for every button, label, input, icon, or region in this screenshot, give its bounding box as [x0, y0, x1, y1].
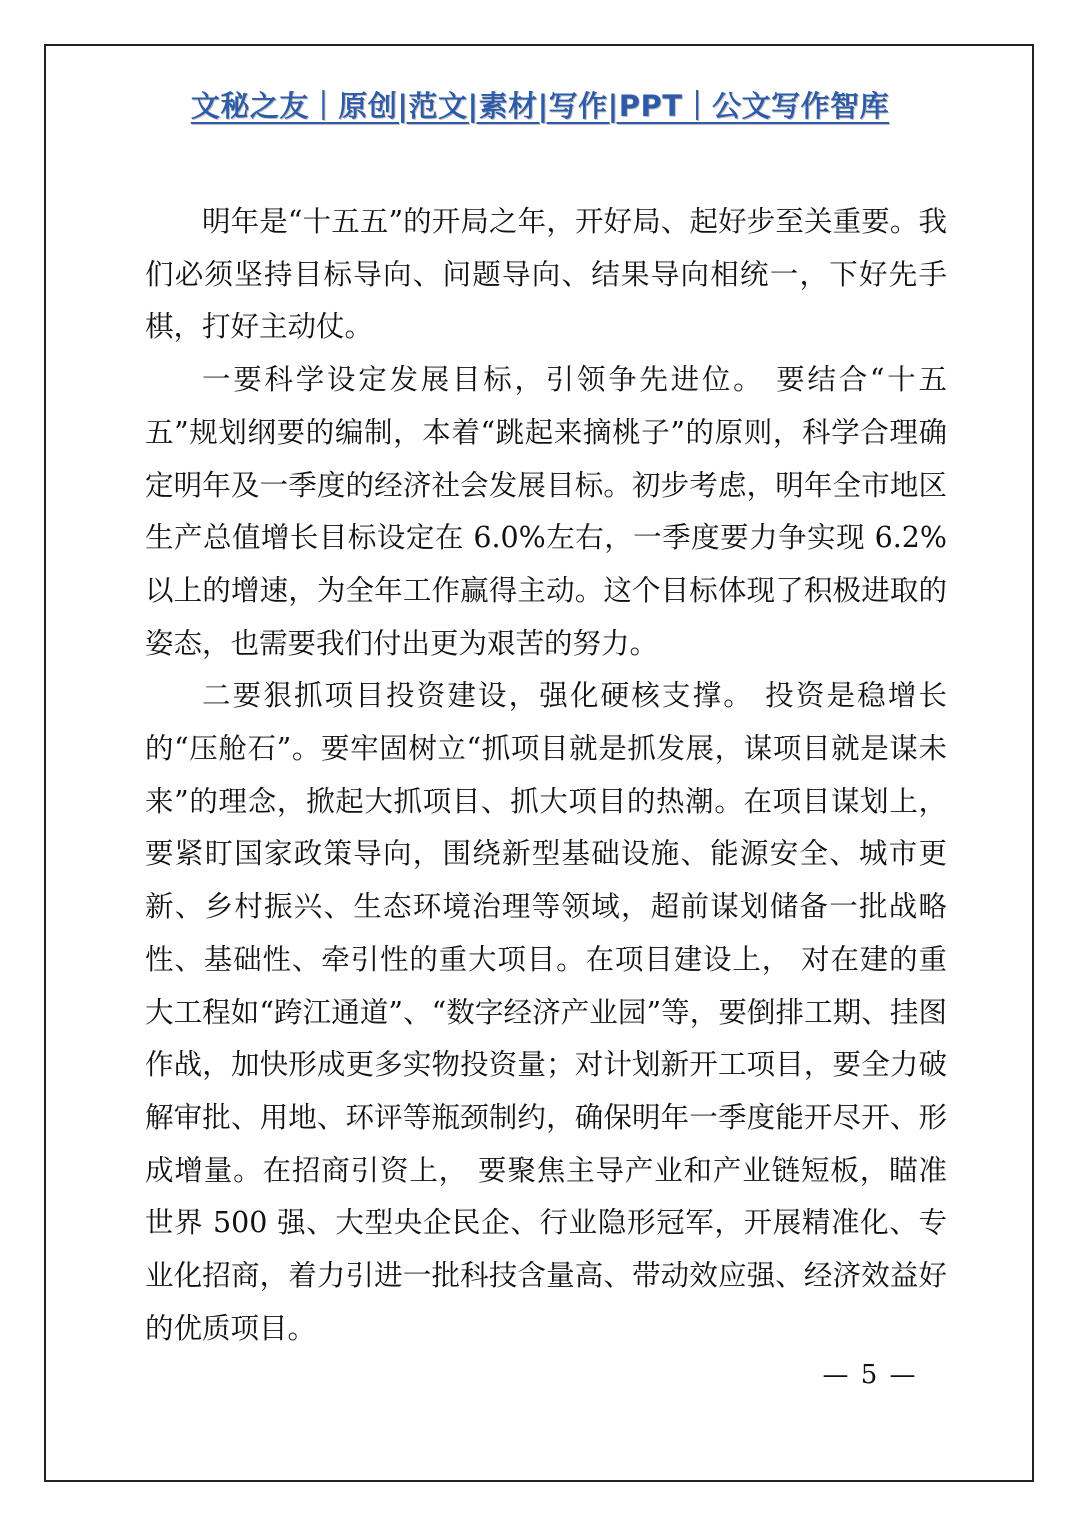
- page-number: — 5 —: [822, 1360, 918, 1390]
- document-body: [145, 196, 947, 1355]
- paragraph-goals: 一要科学设定发展目标，引领争先进位。 要结合“十五五”规划纲要的编制，本着“跳起来摘桃子”的原则，科学合理确定明年及一季度的经济社会发展目标。初步考虑，明年全市地区生产总值增长目标设定在 6.0%左右，一季度要力争实现 6.2%以上的增速，为全年工作赢得主动。这个目标体现了积极进取的姿态，也需要我们付出更为艰苦的努力。: [145, 363, 947, 660]
- page-header-title: 文秘之友｜原创|范文|素材|写作|PPT｜公文写作智库: [190, 89, 890, 123]
- paragraph-intro: 明年是“十五五”的开局之年，开好局、起好步至关重要。我们必须坚持目标导向、问题导向、结果导向相统一，下好先手棋，打好主动仗。: [145, 205, 947, 344]
- paragraph-projects: 二要狠抓项目投资建设，强化硬核支撑。 投资是稳增长的“压舱石”。要牢固树立“抓项目就是抓发展，谋项目就是谋未来”的理念，掀起大抓项目、抓大项目的热潮。在项目谋划上， 要紧盯国家政策导向，围绕新型基础设施、能源安全、城市更新、乡村振兴、生态环境治理等领域，超前谋划储备一批战略性、基础性、牵引性的重大项目。在项目建设上， 对在建的重大工程如“跨江通道”、“数字经济产业园”等，要倒排工期、挂图作战，加快形成更多实物投资量；对计划新开工项目，要全力破解审批、用地、环评等瓶颈制约，确保明年一季度能开尽开、形成增量。在招商引资上， 要聚焦主导产业和产业链短板，瞄准世界 500 强、大型央企民企、行业隐形冠军，开展精准化、专业化招商，着力引进一批科技含量高、带动效应强、经济效益好的优质项目。: [145, 679, 947, 1345]
